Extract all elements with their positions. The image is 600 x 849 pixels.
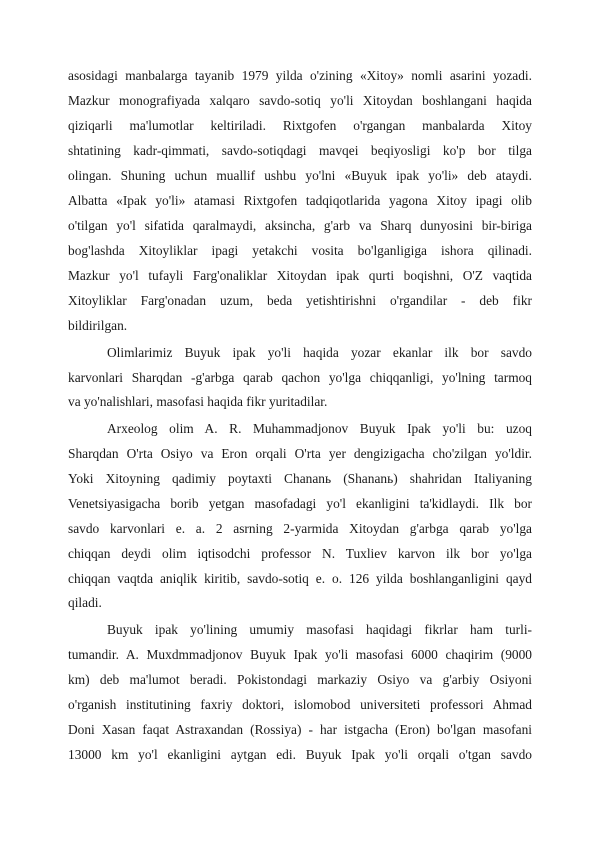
text-line: Arxeolog olim A. R. Muhammadjonov Buyuk Ipak yo'li bu: uzoq [107, 421, 532, 436]
text-line: chiqqan deydi olim iqtisodchi professor N. Tuxliev karvon ilk bor yo'lga [68, 546, 532, 561]
text-line: Albatta «Ipak yo'li» atamasi Rixtgofen tadqiqotlarida yagona Xitoy ipagi olib [68, 193, 532, 208]
text-line: Mazkur yo'l tufayli Farg'onaliklar Xitoydan ipak qurti boqishni, O'Z vaqtida [68, 268, 532, 283]
text-line: Xitoyliklar Farg'onadan uzum, beda yetishtirishni o'rgandilar - deb fikr [68, 293, 532, 308]
text-line: karvonlari Sharqdan -g'arbga qarab qachon yo'lga chiqqanligi, yo'lning tarmoq [68, 370, 532, 385]
text-line: shtatining kadr-qimmati, savdo-sotiqdagi mavqei beqiyosligi ko'p bor tilga [68, 143, 532, 158]
text-line: o'tilgan yo'l sifatida qaralmaydi, aksincha, g'arb va Sharq dunyosini bir-biriga [68, 218, 532, 233]
text-line: Venetsiyasigacha borib yetgan masofadagi yo'l ekanligini ta'kidlaydi. Ilk bor [68, 496, 532, 511]
text-line: Doni Xasan faqat Astraxandan (Rossiya) - har istgacha (Eron) bo'lgan masofani [68, 722, 532, 737]
text-line: bildirilgan. [68, 318, 128, 333]
text-line: va yo'nalishlari, masofasi haqida fikr yuritadilar. [68, 394, 328, 409]
text-line: o'rganish institutining faxriy doktori, islomobod universiteti professori Ahmad [68, 697, 532, 712]
text-line: Mazkur monografiyada xalqaro savdo-sotiq yo'li Xitoydan boshlangani haqida [68, 93, 532, 108]
text-line: savdo karvonlari e. a. 2 asrning 2-yarmida Xitoydan g'arbga qarab yo'lga [68, 521, 532, 536]
text-line: Olimlarimiz Buyuk ipak yo'li haqida yozar ekanlar ilk bor savdo [107, 345, 532, 360]
text-line: chiqqan vaqtda aniqlik kiritib, savdo-sotiq e. o. 126 yilda boshlanganligini qayd [68, 571, 532, 586]
text-line: 13000 km yo'l ekanligini aytgan edi. Buyuk Ipak yo'li orqali o'tgan savdo [68, 747, 532, 762]
text-line: km) deb ma'lumot beradi. Pokistondagi markaziy Osiyo va g'arbiy Osiyoni [68, 672, 532, 687]
text-line: Yoki Xitoyning qadimiy poytaxti Chananь (Shananь) shahridan Italiyaning [68, 471, 532, 486]
text-line: asosidagi manbalarga tayanib 1979 yilda o'zining «Xitoy» nomli asarini yozadi. [68, 68, 532, 83]
text-line: qiladi. [68, 595, 102, 610]
text-line: qiziqarli ma'lumotlar keltiriladi. Rixtgofen o'rgangan manbalarda Xitoy [68, 118, 532, 133]
text-line: tumandir. A. Muxdmmadjonov Buyuk Ipak yo'li masofasi 6000 chaqirim (9000 [68, 647, 532, 662]
text-line: Buyuk ipak yo'lining umumiy masofasi haqidagi fikrlar ham turli- [107, 622, 532, 637]
text-line: bog'lashda Xitoyliklar ipagi yetakchi vosita bo'lganligiga ishora qilinadi. [68, 243, 532, 258]
text-line: olingan. Shuning uchun muallif ushbu yo'lni «Buyuk ipak yo'li» deb ataydi. [68, 168, 532, 183]
text-line: Sharqdan O'rta Osiyo va Eron orqali O'rta yer dengizigacha cho'zilgan yo'ldir. [68, 446, 532, 461]
